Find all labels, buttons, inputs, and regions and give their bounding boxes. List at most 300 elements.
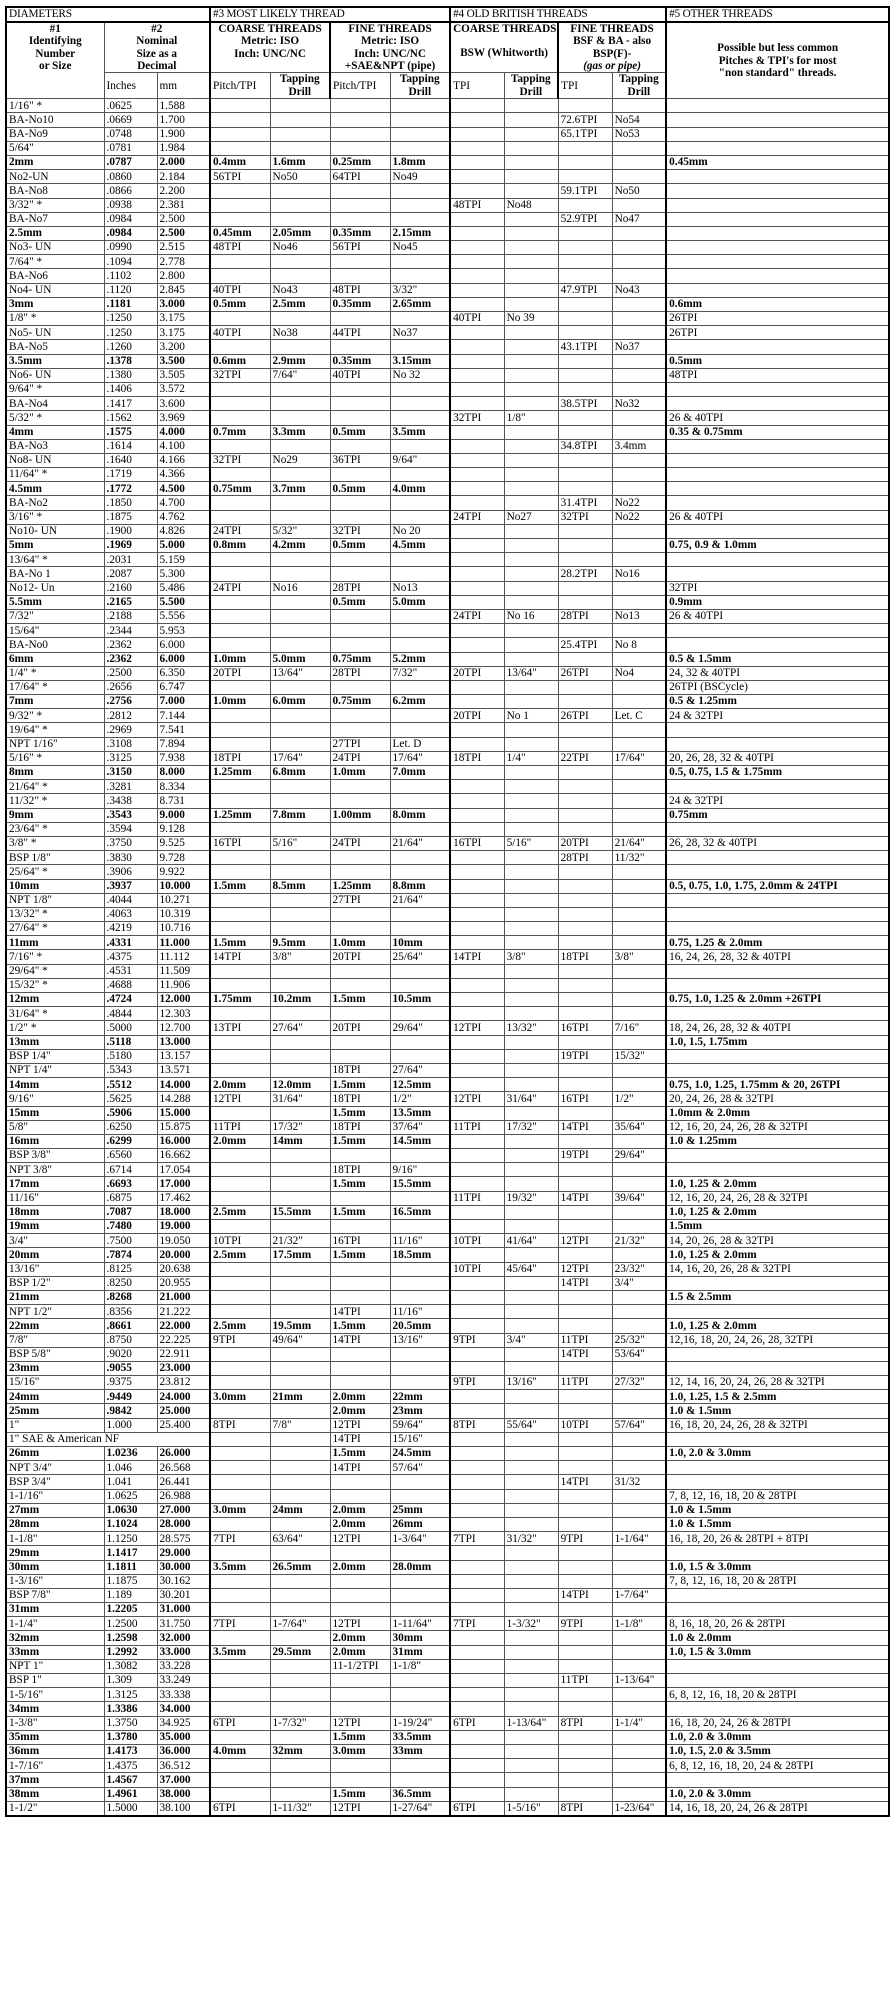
- cell-value: [504, 1560, 558, 1574]
- cell-value: [210, 737, 270, 751]
- cell-value: [504, 1702, 558, 1716]
- cell-value: 8TPI: [450, 1418, 504, 1432]
- cell-value: 26TPI: [666, 312, 889, 326]
- cell-value: 1.5mm: [330, 1078, 390, 1092]
- cell-value: 3.5mm: [210, 1560, 270, 1574]
- cell-value: [210, 382, 270, 396]
- cell-value: [330, 1674, 390, 1688]
- table-row: [6, 113, 889, 127]
- table-row: [6, 1361, 889, 1375]
- cell-identifier: BSP 1/2": [6, 1276, 104, 1290]
- table-row: [6, 1333, 889, 1347]
- cell-identifier: 29/64" *: [6, 964, 104, 978]
- cell-value: 20TPI: [450, 666, 504, 680]
- cell-inches: .2362: [104, 652, 157, 666]
- cell-inches: .0866: [104, 184, 157, 198]
- cell-value: [558, 1773, 612, 1787]
- cell-value: 30mm: [390, 1631, 450, 1645]
- cell-value: [210, 1177, 270, 1191]
- cell-value: [390, 411, 450, 425]
- hdr-ml-coarse-l3: Inch: UNC/NC: [234, 47, 306, 60]
- cell-mm: 11.509: [157, 964, 210, 978]
- cell-value: [210, 567, 270, 581]
- cell-value: [330, 964, 390, 978]
- colhdr-ob-fine-tpi: TPI: [558, 73, 612, 99]
- cell-value: [558, 780, 612, 794]
- cell-value: [450, 226, 504, 240]
- table-row: [6, 368, 889, 382]
- cell-value: [504, 155, 558, 169]
- cell-value: [612, 978, 666, 992]
- cell-value: [504, 127, 558, 141]
- cell-value: 17.5mm: [270, 1248, 330, 1262]
- cell-value: [504, 1631, 558, 1645]
- cell-mm: 6.747: [157, 680, 210, 694]
- cell-value: 0.5mm: [330, 482, 390, 496]
- cell-value: 22mm: [390, 1390, 450, 1404]
- table-row: [6, 1092, 889, 1106]
- cell-mm: 32.000: [157, 1631, 210, 1645]
- cell-value: 1.0mm & 2.0mm: [666, 1106, 889, 1120]
- cell-value: [504, 978, 558, 992]
- cell-value: [558, 1205, 612, 1219]
- cell-inches: .6299: [104, 1134, 157, 1148]
- cell-value: 55/64": [504, 1418, 558, 1432]
- cell-value: [330, 851, 390, 865]
- cell-value: [210, 922, 270, 936]
- cell-value: [450, 1319, 504, 1333]
- cell-identifier: 18mm: [6, 1205, 104, 1219]
- cell-value: [270, 411, 330, 425]
- cell-inches: 1.1250: [104, 1532, 157, 1546]
- cell-value: [330, 141, 390, 155]
- cell-value: [450, 524, 504, 538]
- cell-inches: 1.1811: [104, 1560, 157, 1574]
- cell-identifier: 1-5/16": [6, 1688, 104, 1702]
- cell-value: 1.0, 1.25 & 2.0mm: [666, 1205, 889, 1219]
- cell-value: [666, 1049, 889, 1063]
- hdr-ml-fine-l2: Metric: ISO: [361, 35, 420, 48]
- cell-value: 7TPI: [210, 1532, 270, 1546]
- cell-value: [612, 170, 666, 184]
- cell-value: [558, 1035, 612, 1049]
- cell-value: [210, 709, 270, 723]
- cell-mm: 17.054: [157, 1163, 210, 1177]
- table-row: [6, 1163, 889, 1177]
- colhdr-ml-coarse-drill-l1: Tapping: [279, 73, 320, 86]
- cell-value: [558, 1390, 612, 1404]
- cell-value: [450, 255, 504, 269]
- cell-value: 7TPI: [450, 1532, 504, 1546]
- cell-value: [558, 1220, 612, 1234]
- cell-mm: 4.826: [157, 524, 210, 538]
- cell-value: [558, 1631, 612, 1645]
- cell-mm: 9.128: [157, 822, 210, 836]
- cell-value: [270, 1220, 330, 1234]
- cell-value: [612, 1432, 666, 1446]
- cell-value: 1-13/64": [504, 1716, 558, 1730]
- cell-value: [270, 978, 330, 992]
- cell-mm: 9.922: [157, 865, 210, 879]
- cell-value: [558, 595, 612, 609]
- cell-value: 14TPI: [330, 1333, 390, 1347]
- table-row: [6, 1319, 889, 1333]
- cell-value: 24TPI: [330, 751, 390, 765]
- cell-mm: 22.225: [157, 1333, 210, 1347]
- cell-value: 1.0 & 2.0mm: [666, 1631, 889, 1645]
- cell-value: [612, 1560, 666, 1574]
- cell-mm: 20.955: [157, 1276, 210, 1290]
- cell-value: [450, 766, 504, 780]
- cell-value: No4: [612, 666, 666, 680]
- cell-mm: 4.000: [157, 425, 210, 439]
- cell-identifier: 11/16": [6, 1191, 104, 1205]
- cell-value: [504, 822, 558, 836]
- cell-value: 15.5mm: [390, 1177, 450, 1191]
- table-row: [6, 709, 889, 723]
- cell-identifier: BSP 1/8": [6, 851, 104, 865]
- cell-value: [612, 453, 666, 467]
- cell-value: 8, 16, 18, 20, 26 & 28TPI: [666, 1617, 889, 1631]
- cell-value: No43: [612, 283, 666, 297]
- cell-value: [504, 1588, 558, 1602]
- cell-value: [450, 113, 504, 127]
- cell-value: 12TPI: [210, 1092, 270, 1106]
- cell-value: 2.0mm: [330, 1390, 390, 1404]
- cell-value: [450, 652, 504, 666]
- cell-value: 48TPI: [450, 198, 504, 212]
- cell-value: [390, 255, 450, 269]
- cell-value: [330, 1475, 390, 1489]
- cell-value: 24TPI: [330, 836, 390, 850]
- cell-value: [612, 1688, 666, 1702]
- cell-value: No22: [612, 496, 666, 510]
- cell-value: [504, 241, 558, 255]
- cell-value: 0.5 & 1.25mm: [666, 695, 889, 709]
- cell-value: [210, 1007, 270, 1021]
- cell-value: [450, 155, 504, 169]
- cell-value: 16TPI: [450, 836, 504, 850]
- cell-value: 1.0, 2.0 & 3.0mm: [666, 1447, 889, 1461]
- cell-value: [450, 567, 504, 581]
- cell-value: [504, 397, 558, 411]
- cell-value: [210, 1659, 270, 1673]
- thread-diameter-table: [5, 6, 890, 1817]
- cell-inches: .1575: [104, 425, 157, 439]
- cell-value: [330, 922, 390, 936]
- cell-value: 16, 18, 20, 26 & 28TPI + 8TPI: [666, 1532, 889, 1546]
- table-row: [6, 1574, 889, 1588]
- cell-mm: 7.144: [157, 709, 210, 723]
- cell-value: [612, 368, 666, 382]
- cell-value: [390, 496, 450, 510]
- cell-value: 32TPI: [210, 368, 270, 382]
- cell-value: [210, 1475, 270, 1489]
- cell-value: [504, 170, 558, 184]
- cell-inches: .0938: [104, 198, 157, 212]
- cell-value: [270, 1603, 330, 1617]
- table-row: [6, 198, 889, 212]
- hdr-ob-fine-l2: BSF & BA - also: [573, 35, 652, 48]
- cell-value: [270, 496, 330, 510]
- cell-value: 29.5mm: [270, 1645, 330, 1659]
- cell-identifier: 1/4" *: [6, 666, 104, 680]
- cell-value: 27/32": [612, 1376, 666, 1390]
- cell-value: 12.5mm: [390, 1078, 450, 1092]
- cell-value: [210, 624, 270, 638]
- cell-value: [612, 964, 666, 978]
- cell-value: [450, 1404, 504, 1418]
- cell-inches: .6250: [104, 1120, 157, 1134]
- cell-value: 24 & 32TPI: [666, 794, 889, 808]
- cell-value: [450, 1447, 504, 1461]
- header-ml-fine: [330, 22, 450, 73]
- cell-value: 15/32": [612, 1049, 666, 1063]
- cell-inches: .5118: [104, 1035, 157, 1049]
- cell-value: [450, 1248, 504, 1262]
- cell-value: [558, 993, 612, 1007]
- cell-inches: .6560: [104, 1149, 157, 1163]
- cell-value: 2.5mm: [210, 1319, 270, 1333]
- cell-value: [330, 1220, 390, 1234]
- cell-value: 3.0mm: [210, 1503, 270, 1517]
- cell-identifier: 7/32": [6, 609, 104, 623]
- cell-value: 0.4mm: [210, 155, 270, 169]
- table-row: [6, 1021, 889, 1035]
- cell-value: [330, 1702, 390, 1716]
- cell-value: [504, 1134, 558, 1148]
- cell-value: [450, 1730, 504, 1744]
- table-row: [6, 283, 889, 297]
- cell-value: [330, 1489, 390, 1503]
- table-row: [6, 581, 889, 595]
- cell-inches: .1102: [104, 269, 157, 283]
- cell-value: 12.0mm: [270, 1078, 330, 1092]
- cell-value: 10mm: [390, 936, 450, 950]
- cell-value: [450, 127, 504, 141]
- cell-value: [270, 198, 330, 212]
- cell-value: [612, 312, 666, 326]
- cell-value: [210, 822, 270, 836]
- cell-identifier: BA-No3: [6, 439, 104, 453]
- table-row: [6, 1773, 889, 1787]
- colhdr-inches: Inches: [104, 73, 157, 99]
- cell-value: [390, 184, 450, 198]
- cell-value: [612, 1177, 666, 1191]
- cell-value: No 20: [390, 524, 450, 538]
- cell-value: 0.5mm: [330, 539, 390, 553]
- cell-value: [270, 1163, 330, 1177]
- cell-mm: 1.588: [157, 99, 210, 113]
- cell-value: [390, 822, 450, 836]
- cell-value: [270, 1759, 330, 1773]
- cell-value: 1.0, 2.0 & 3.0mm: [666, 1730, 889, 1744]
- cell-value: 7/64": [270, 368, 330, 382]
- cell-value: [450, 907, 504, 921]
- cell-value: [450, 1674, 504, 1688]
- group-title-diameters: DIAMETERS: [6, 7, 210, 22]
- table-row: [6, 155, 889, 169]
- cell-inches: 1.2992: [104, 1645, 157, 1659]
- cell-value: [558, 312, 612, 326]
- table-row: [6, 1276, 889, 1290]
- cell-value: [666, 468, 889, 482]
- hdr-other-l3: "non standard" threads.: [718, 66, 837, 79]
- cell-value: 8.8mm: [390, 879, 450, 893]
- cell-mm: 5.000: [157, 539, 210, 553]
- cell-value: [666, 1276, 889, 1290]
- cell-identifier: 1" SAE & American NF: [6, 1432, 210, 1446]
- cell-value: [390, 1588, 450, 1602]
- table-row: [6, 1205, 889, 1219]
- cell-value: [390, 99, 450, 113]
- cell-value: 40TPI: [450, 312, 504, 326]
- cell-inches: 1.5000: [104, 1801, 157, 1816]
- cell-value: 2.0mm: [330, 1503, 390, 1517]
- cell-identifier: 13mm: [6, 1035, 104, 1049]
- cell-value: 3/32": [390, 283, 450, 297]
- cell-value: 1.0 & 1.5mm: [666, 1404, 889, 1418]
- cell-value: 26TPI: [666, 326, 889, 340]
- cell-value: [270, 1475, 330, 1489]
- cell-mm: 3.175: [157, 326, 210, 340]
- cell-value: [558, 1787, 612, 1801]
- cell-identifier: 15/16": [6, 1376, 104, 1390]
- cell-value: 0.5, 0.75, 1.5 & 1.75mm: [666, 766, 889, 780]
- cell-value: [270, 1688, 330, 1702]
- cell-identifier: No6- UN: [6, 368, 104, 382]
- cell-mm: 10.000: [157, 879, 210, 893]
- cell-value: [666, 780, 889, 794]
- cell-value: 24TPI: [210, 581, 270, 595]
- hdr-ml-coarse-l1: COARSE THREADS: [218, 23, 322, 36]
- cell-value: 28TPI: [558, 851, 612, 865]
- table-row: [6, 879, 889, 893]
- cell-value: 0.35mm: [330, 354, 390, 368]
- cell-value: [210, 1276, 270, 1290]
- cell-value: 1.5mm: [330, 1177, 390, 1191]
- cell-value: 40TPI: [210, 283, 270, 297]
- cell-value: [450, 1603, 504, 1617]
- cell-value: 26, 28, 32 & 40TPI: [666, 836, 889, 850]
- cell-value: [450, 680, 504, 694]
- cell-value: 10TPI: [210, 1234, 270, 1248]
- cell-identifier: 25mm: [6, 1404, 104, 1418]
- cell-identifier: 19/64" *: [6, 723, 104, 737]
- cell-value: [270, 1588, 330, 1602]
- cell-value: 32TPI: [666, 581, 889, 595]
- cell-inches: 1.4173: [104, 1744, 157, 1758]
- cell-value: [612, 1489, 666, 1503]
- cell-value: [270, 1674, 330, 1688]
- cell-mm: 23.812: [157, 1376, 210, 1390]
- cell-mm: 12.303: [157, 1007, 210, 1021]
- cell-mm: 26.568: [157, 1461, 210, 1475]
- cell-identifier: 1-7/16": [6, 1759, 104, 1773]
- cell-value: [330, 1688, 390, 1702]
- cell-value: [210, 553, 270, 567]
- cell-value: 13TPI: [210, 1021, 270, 1035]
- cell-identifier: 17/64" *: [6, 680, 104, 694]
- cell-inches: .3281: [104, 780, 157, 794]
- cell-value: 9TPI: [558, 1617, 612, 1631]
- cell-value: 4.0mm: [210, 1744, 270, 1758]
- cell-value: 21mm: [270, 1390, 330, 1404]
- cell-value: [558, 794, 612, 808]
- cell-value: [666, 1603, 889, 1617]
- cell-value: 4.0mm: [390, 482, 450, 496]
- cell-value: [666, 269, 889, 283]
- cell-value: [390, 1276, 450, 1290]
- table-row: [6, 1645, 889, 1659]
- cell-value: 6TPI: [210, 1716, 270, 1730]
- cell-value: [666, 496, 889, 510]
- cell-value: [612, 1659, 666, 1673]
- cell-value: [504, 496, 558, 510]
- cell-value: [390, 680, 450, 694]
- cell-value: 29/64": [390, 1021, 450, 1035]
- table-row: [6, 1234, 889, 1248]
- table-body: [6, 99, 889, 1816]
- table-row: [6, 1532, 889, 1546]
- table-row: [6, 1191, 889, 1205]
- cell-value: 11TPI: [558, 1674, 612, 1688]
- cell-value: 34.8TPI: [558, 439, 612, 453]
- cell-mm: 28.575: [157, 1532, 210, 1546]
- cell-value: 1.0, 2.0 & 3.0mm: [666, 1787, 889, 1801]
- cell-value: [558, 893, 612, 907]
- cell-identifier: BSP 5/8": [6, 1347, 104, 1361]
- cell-inches: 1.4961: [104, 1787, 157, 1801]
- cell-value: [612, 468, 666, 482]
- cell-value: 2.0mm: [330, 1517, 390, 1531]
- cell-value: 13/16": [504, 1376, 558, 1390]
- cell-value: [210, 198, 270, 212]
- cell-value: 8TPI: [558, 1801, 612, 1816]
- cell-value: [270, 1347, 330, 1361]
- cell-identifier: 13/64" *: [6, 553, 104, 567]
- cell-value: [210, 411, 270, 425]
- table-row: [6, 1149, 889, 1163]
- cell-inches: 1.1417: [104, 1546, 157, 1560]
- table-row: [6, 439, 889, 453]
- cell-value: [210, 1404, 270, 1418]
- cell-value: 3/8": [612, 950, 666, 964]
- cell-value: 11TPI: [450, 1191, 504, 1205]
- cell-value: 43.1TPI: [558, 340, 612, 354]
- cell-identifier: NPT 3/4": [6, 1461, 104, 1475]
- cell-inches: .3125: [104, 751, 157, 765]
- cell-value: [210, 113, 270, 127]
- cell-value: [450, 1078, 504, 1092]
- cell-value: 29/64": [612, 1149, 666, 1163]
- cell-inches: .4044: [104, 893, 157, 907]
- cell-value: [450, 553, 504, 567]
- cell-value: 9TPI: [210, 1333, 270, 1347]
- cell-identifier: 7/16" *: [6, 950, 104, 964]
- cell-value: [612, 1163, 666, 1177]
- cell-mm: 34.925: [157, 1716, 210, 1730]
- cell-value: 2.05mm: [270, 226, 330, 240]
- table-row: [6, 737, 889, 751]
- cell-value: [450, 1163, 504, 1177]
- cell-identifier: 35mm: [6, 1730, 104, 1744]
- cell-value: [270, 312, 330, 326]
- cell-value: [558, 524, 612, 538]
- cell-value: [558, 964, 612, 978]
- cell-inches: .3150: [104, 766, 157, 780]
- hdr-other-l1: Possible but less common: [717, 42, 839, 55]
